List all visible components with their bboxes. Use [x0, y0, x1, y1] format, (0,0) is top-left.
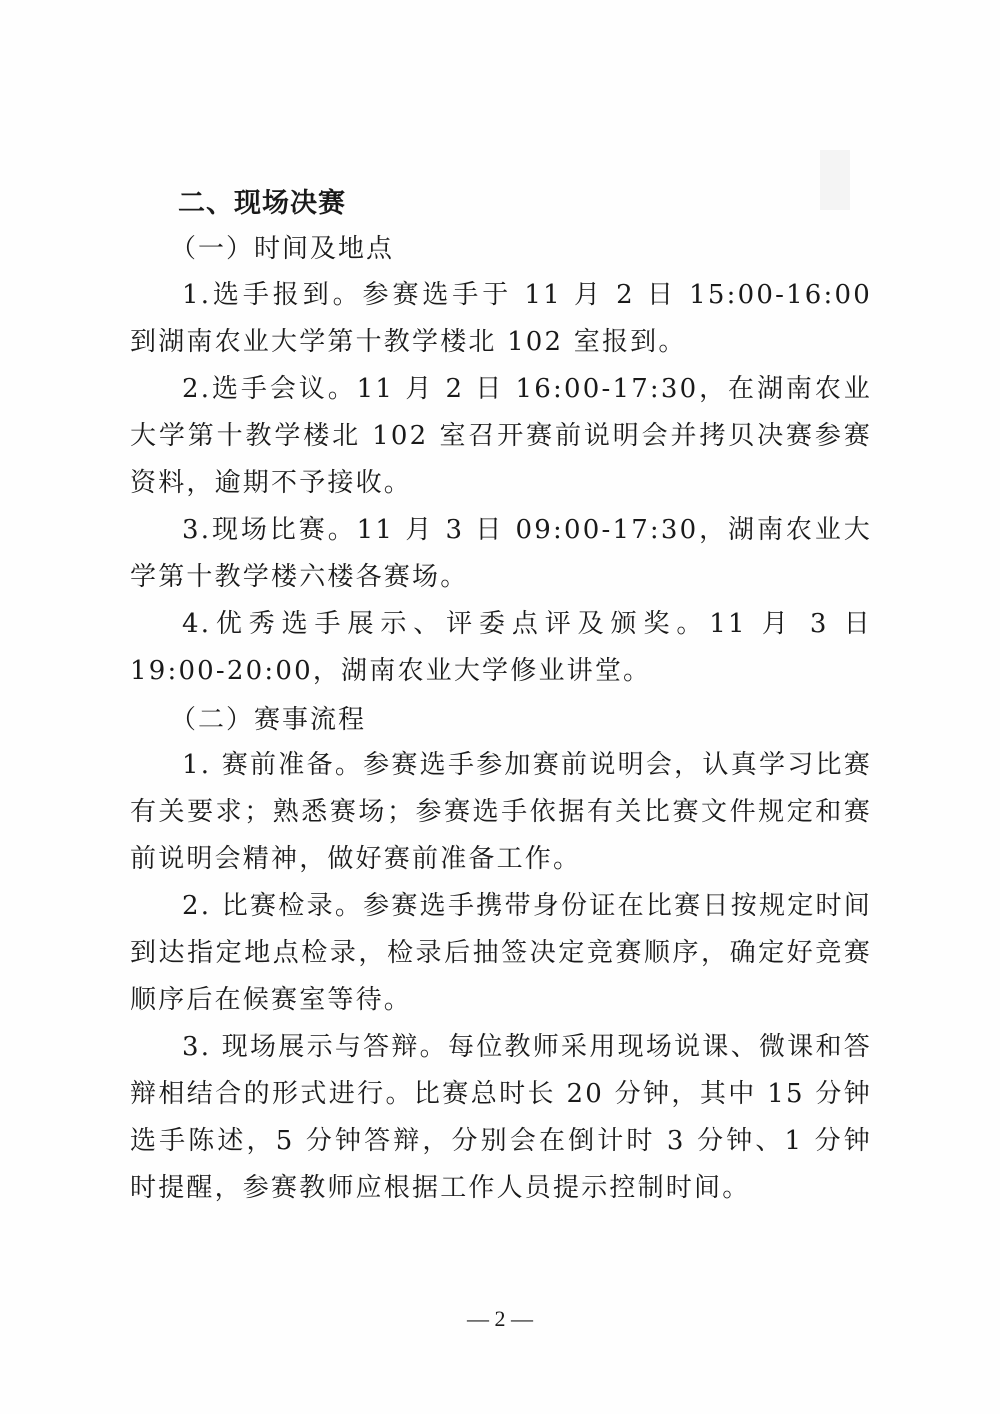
paragraph-preparation: 1. 赛前准备。参赛选手参加赛前说明会，认真学习比赛有关要求；熟悉赛场；参赛选手依据有关比赛文件规定和赛前说明会精神，做好赛前准备工作。 — [130, 750, 872, 874]
paragraph-awards: 4.优秀选手展示、评委点评及颁奖。11 月 3 日 19:00-20:00，湖南农业大学修业讲堂。 — [130, 609, 872, 686]
subsection-title-process: （二）赛事流程 — [170, 705, 367, 735]
section-heading: 二、现场决赛 — [178, 188, 346, 219]
scan-artifact — [820, 150, 850, 210]
page-number: — 2 — — [467, 1306, 533, 1331]
subsection-title-time-place: （一）时间及地点 — [170, 234, 395, 264]
paragraph-competition: 3.现场比赛。11 月 3 日 09:00-17:30，湖南农业大学第十教学楼六楼各赛场。 — [130, 515, 872, 592]
paragraph-checkin: 1.选手报到。参赛选手于 11 月 2 日 15:00-16:00 到湖南农业大学第十教学楼北 102 室报到。 — [130, 280, 872, 357]
paragraph-meeting: 2.选手会议。11 月 2 日 16:00-17:30，在湖南农业大学第十教学楼北 102 室召开赛前说明会并拷贝决赛参赛资料，逾期不予接收。 — [130, 374, 872, 498]
paragraph-presentation: 3. 现场展示与答辩。每位教师采用现场说课、微课和答辩相结合的形式进行。比赛总时长 20 分钟，其中 15 分钟选手陈述，5 分钟答辩，分别会在倒计时 3 分钟、1 分钟时提醒，参赛教师应根据工作人员提示控制时间。 — [130, 1032, 872, 1203]
paragraph-checkin-procedure: 2. 比赛检录。参赛选手携带身份证在比赛日按规定时间到达指定地点检录，检录后抽签决定竞赛顺序，确定好竞赛顺序后在候赛室等待。 — [130, 891, 872, 1015]
